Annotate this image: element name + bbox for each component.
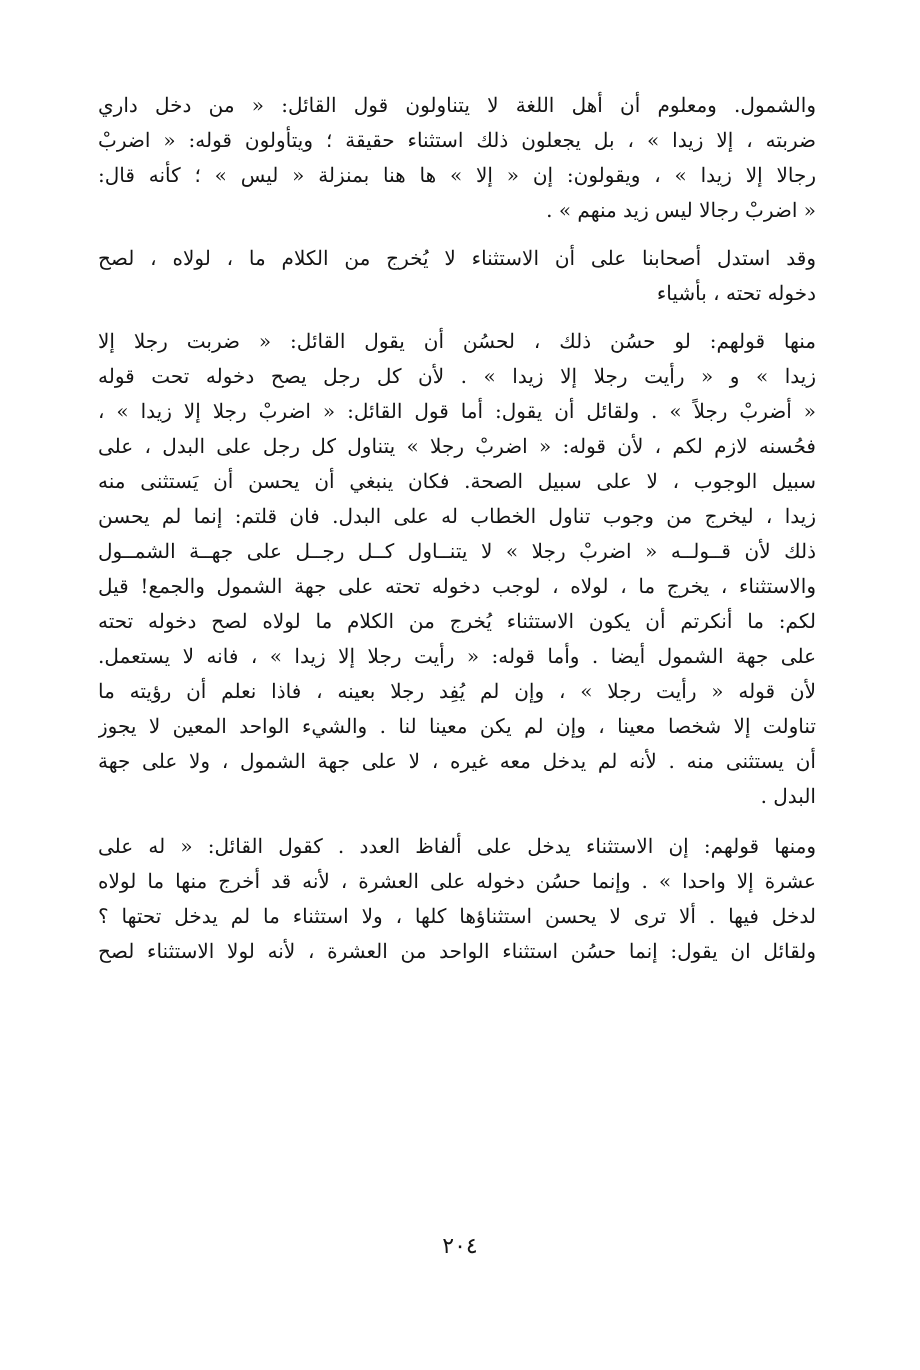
page-number: ٢٠٤	[442, 1234, 478, 1259]
text-line: على جهة الشمول أيضا . وأما قوله: « رأيت رجلا إلا زيدا » ، فانه لا يستعمل.	[98, 644, 816, 668]
text-line: زيدا ، ليخرج من وجوب تناول الخطاب له على البدل. فان قلتم: إنما لم يحسن	[98, 504, 816, 528]
text-line: ضربته ، إلا زيدا » ، بل يجعلون ذلك استثناء حقيقة ؛ ويتأولون قوله: « اضربْ	[98, 128, 816, 152]
text-line: رجالا إلا زيدا » ، ويقولون: إن « إلا » ها هنا بمنزلة « ليس » ؛ كأنه قال:	[98, 163, 816, 187]
text-line: « اضربْ رجالا ليس زيد منهم » .	[546, 198, 816, 222]
text-line: زيدا » و « رأيت رجلا إلا زيدا » . لأن كل رجل يصح دخوله تحت قوله	[98, 364, 816, 388]
text-line: البدل .	[760, 784, 816, 808]
text-line: « أضربْ رجلاً » . ولقائل أن يقول: أما قول القائل: « اضربْ رجلا إلا زيدا » ،	[98, 399, 816, 423]
text-line: لكم: ما أنكرتم أن يكون الاستثناء يُخرج من الكلام ما لولاه لصح دخوله تحته	[98, 609, 816, 633]
text-line: وقد استدل أصحابنا على أن الاستثناء لا يُخرج من الكلام ما ، لولاه ، لصح	[98, 246, 816, 270]
text-line: ذلك لأن قــولــه « اضربْ رجلا » لا يتنــاول كــل رجــل على جهــة الشمــول	[98, 539, 816, 563]
text-line: دخوله تحته ، بأشياء	[656, 281, 816, 305]
text-line: منها قولهم: لو حسُن ذلك ، لحسُن أن يقول القائل: « ضربت رجلا إلا	[98, 329, 816, 353]
text-line: ومنها قولهم: إن الاستثناء يدخل على ألفاظ العدد . كقول القائل: « له على	[98, 834, 816, 858]
paragraph-4	[98, 829, 816, 969]
text-line: تناولت إلا شخصا معينا ، وإن لم يكن معينا لنا . والشيء الواحد المعين لا يجوز	[98, 714, 816, 738]
paragraph-1	[98, 88, 816, 228]
text-line: والاستثناء ، يخرج ما ، لولاه ، لوجب دخوله تحته على جهة الشمول والجمع! قيل	[98, 574, 816, 598]
paragraph-2	[98, 241, 816, 311]
text-line: أن يستثنى منه . لأنه لم يدخل معه غيره ، لا على جهة الشمول ، ولا على جهة	[98, 749, 816, 773]
text-line: ولقائل ان يقول: إنما حسُن استثناء الواحد من العشرة ، لأنه لولا الاستثناء لصح	[98, 939, 816, 963]
text-line: لدخل فيها . ألا ترى لا يحسن استثناؤها كلها ، ولا استثناء ما لم يدخل تحتها ؟	[98, 904, 816, 928]
page-text-body	[98, 88, 816, 1288]
text-line: لأن قوله « رأيت رجلا » ، وإن لم يُفِد رجلا بعينه ، فاذا نعلم أن رؤيته ما	[98, 679, 816, 703]
paragraph-3	[98, 324, 816, 814]
text-line: عشرة إلا واحدا » . وإنما حسُن دخوله على العشرة ، لأنه قد أخرج منها ما لولاه	[98, 869, 816, 893]
text-line: فحُسنه لازم لكم ، لأن قوله: « اضربْ رجلا » يتناول كل رجل على البدل ، على	[98, 434, 816, 458]
text-line: والشمول. ومعلوم أن أهل اللغة لا يتناولون قول القائل: « من دخل داري	[98, 93, 816, 117]
text-line: سبيل الوجوب ، لا على سبيل الصحة. فكان ينبغي أن يحسن أن يَستثنى منه	[98, 469, 816, 493]
